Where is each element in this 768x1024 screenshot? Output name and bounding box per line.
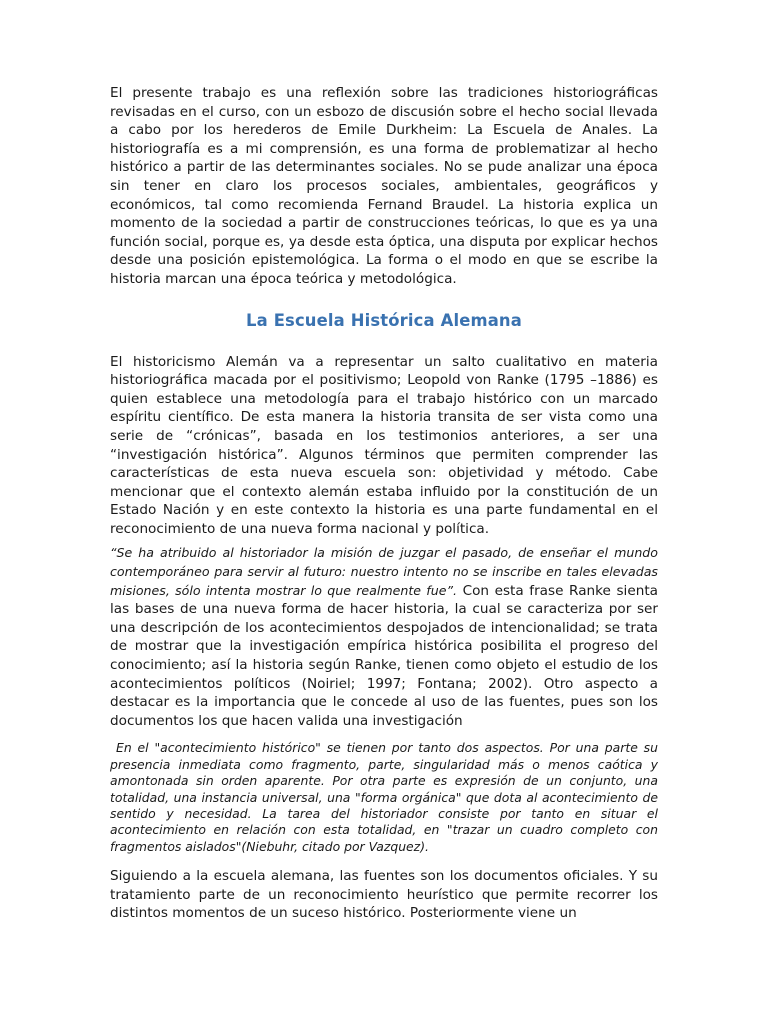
ranke-quote: “Se ha atribuido al historiador la misión de juzgar el pasado, de enseñar el mundo contemporáneo para servir al futuro: nuestro intento no se inscribe en tales elevadas misiones, sólo intenta mostrar lo que realmente fue”. [110, 545, 658, 598]
sources-paragraph: Siguiendo a la escuela alemana, las fuentes son los documentos oficiales. Y su tratamiento parte de un reconocimiento heurístico que permite recorrer los distintos momentos de un suceso histórico. Posteriormente viene un [110, 868, 658, 922]
section-heading: La Escuela Histórica Alemana [246, 310, 522, 330]
intro-paragraph: El presente trabajo es una reflexión sobre las tradiciones historiográficas revisadas en el curso, con un esbozo de discusión sobre el hecho social llevada a cabo por los herederos de Emile Durkheim: La Escuela de Anales. La historiografía es a mi comprensión, es una forma de problematizar al hecho histórico a partir de las determinantes sociales. No se pude analizar una época sin tener en claro los procesos sociales, ambientales, geográficos y económicos, tal como recomienda Fernand Braudel. La historia explica un momento de la sociedad a partir de construcciones teóricas, lo que es ya una función social, porque es, ya desde esta óptica, una disputa por explicar hechos desde una posición epistemológica. La forma o el modo en que se escribe la historia marcan una época teórica y metodológica. [110, 85, 658, 287]
ranke-commentary: Con esta frase Ranke sienta las bases de una nueva forma de hacer historia, la cual se caracteriza por ser una descripción de los acontecimientos despojados de intencionalidad; se trata de mostrar que la investigación empírica histórica posibilita el progreso del conocimiento; así la historia según Ranke, tienen como objeto el estudio de los acontecimientos políticos (Noiriel; 1997; Fontana; 2002). Otro aspecto a destacar es la importancia que le concede al uso de las fuentes, pues son los documentos los que hacen valida una investigación [110, 582, 658, 729]
document-page [110, 78, 658, 923]
ranke-paragraph [110, 544, 658, 730]
niebuhr-quote: En el "acontecimiento histórico" se tienen por tanto dos aspectos. Por una parte su presencia inmediata como fragmento, parte, singularidad más o menos caótica y amontonada sin orden aparente. Por otra parte es expresión de un conjunto, una totalidad, una instancia universal, una "forma orgánica" que dota al acontecimiento de sentido y necesidad. La tarea del historiador consiste por tanto en situar el acontecimiento en relación con esta totalidad, en "trazar un cuadro completo con fragmentos aislados"(Niebuhr, citado por Vazquez). [110, 740, 658, 854]
historicism-paragraph: El historicismo Alemán va a representar un salto cualitativo en materia historiográfica macada por el positivismo; Leopold von Ranke (1795 –1886) es quien establece una metodología para el trabajo histórico con un marcado espíritu científico. De esta manera la historia transita de ser vista como una serie de “crónicas”, basada en los testimonios anteriores, a ser una “investigación histórica”. Algunos términos que permiten comprender las características de esta nueva escuela son: objetividad y método. Cabe mencionar que el contexto alemán estaba influido por la constitución de un Estado Nación y en este contexto la historia es una parte fundamental en el reconocimiento de una nueva forma nacional y política. [110, 353, 658, 537]
